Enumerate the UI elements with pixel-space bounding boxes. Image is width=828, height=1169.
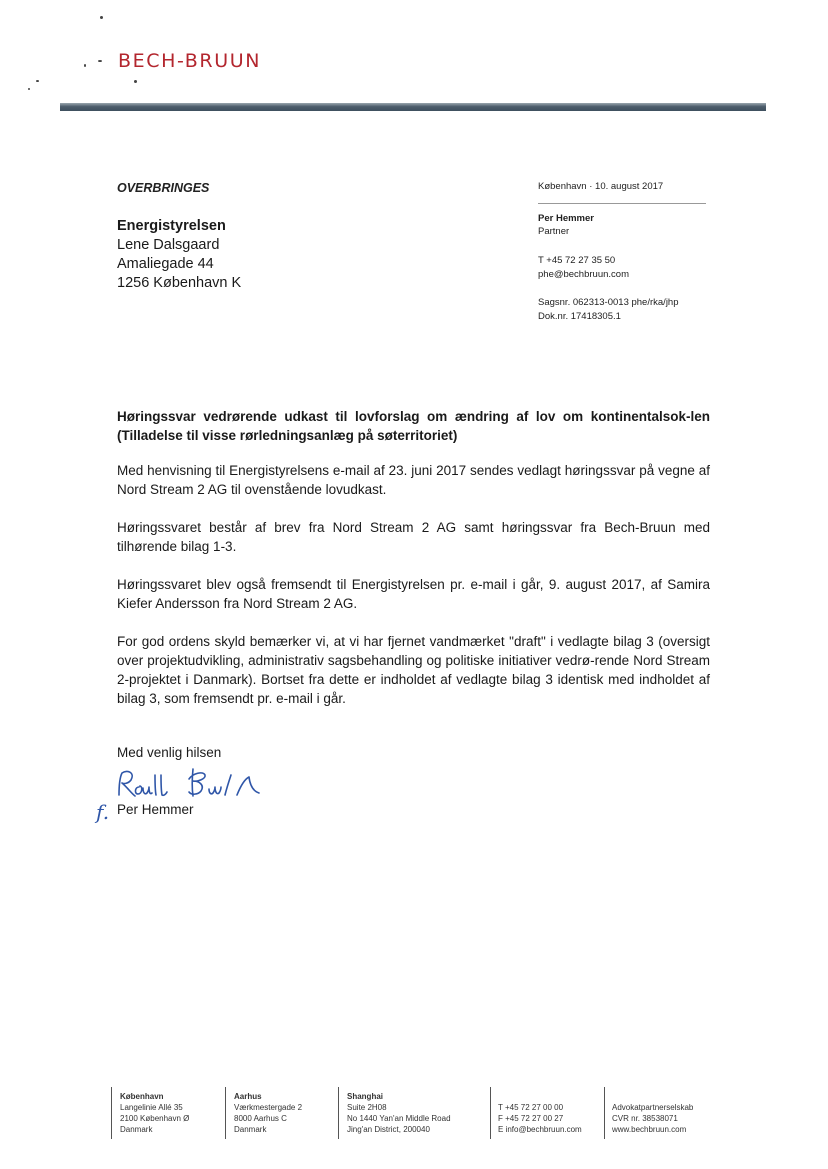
office-line: Danmark [120, 1125, 153, 1134]
footer-email[interactable]: E info@bechbruun.com [498, 1125, 582, 1134]
header-rule [60, 103, 766, 111]
document-number: Dok.nr. 17418305.1 [538, 311, 621, 322]
office-city: Shanghai [347, 1092, 384, 1101]
scan-speck [36, 80, 39, 82]
office-line: Jing'an District, 200040 [347, 1125, 430, 1134]
letter-subject: Høringssvar vedrørende udkast til lovforslag om ændring af lov om kontinentalsok-len (Tilladelse til visse rørledningsanlæg på søterritoriet) [117, 409, 710, 443]
footer-company [612, 1102, 693, 1135]
footer-divider [225, 1087, 226, 1139]
scan-speck [98, 60, 102, 62]
author-email[interactable]: phe@bechbruun.com [538, 269, 629, 280]
signer-name: Per Hemmer [117, 802, 194, 817]
scan-speck [84, 64, 86, 67]
company-cvr: CVR nr. 38538071 [612, 1114, 678, 1123]
office-line: 8000 Aarhus C [234, 1114, 287, 1123]
recipient-name: Lene Dalsgaard [117, 237, 220, 253]
letter-body [117, 461, 710, 727]
footer-divider [111, 1087, 112, 1139]
footer-contact [498, 1102, 582, 1135]
closing-phrase: Med venlig hilsen [117, 745, 222, 760]
recipient-organisation: Energistyrelsen [117, 218, 226, 234]
reference-numbers [538, 296, 679, 324]
company-type: Advokatpartnerselskab [612, 1103, 694, 1112]
company-website[interactable]: www.bechbruun.com [612, 1125, 687, 1134]
company-logo: BECH-BRUUN [118, 50, 262, 72]
handwritten-signature [113, 765, 273, 805]
footer-divider [490, 1087, 491, 1139]
delivery-method: OVERBRINGES [117, 181, 210, 195]
body-paragraph: Høringssvaret blev også fremsendt til Energistyrelsen pr. e-mail i går, 9. august 2017, af Samira Kiefer Andersson fra Nord Stream 2 AG. [117, 577, 710, 611]
footer-divider [338, 1087, 339, 1139]
office-shanghai [347, 1091, 451, 1135]
office-line: Suite 2H08 [347, 1103, 387, 1112]
office-city: København [120, 1092, 164, 1101]
body-paragraph: Høringssvaret består af brev fra Nord Stream 2 AG samt høringssvar fra Bech-Bruun med tilhørende bilag 1-3. [117, 520, 710, 554]
footer-fax: F +45 72 27 00 27 [498, 1114, 564, 1123]
office-line: Danmark [234, 1125, 267, 1134]
author-name: Per Hemmer [538, 213, 594, 224]
meta-divider [538, 203, 706, 204]
office-line: Langelinie Allé 35 [120, 1103, 183, 1112]
scan-speck [134, 80, 137, 83]
author-block [538, 212, 594, 238]
recipient-street: Amaliegade 44 [117, 256, 214, 272]
place-date: København · 10. august 2017 [538, 181, 664, 192]
office-copenhagen [120, 1091, 189, 1135]
author-title: Partner [538, 226, 570, 237]
office-city: Aarhus [234, 1092, 262, 1101]
body-paragraph: Med henvisning til Energistyrelsens e-mail af 23. juni 2017 sendes vedlagt høringssvar på vegne af Nord Stream 2 AG til ovenstående lovudkast. [117, 463, 710, 497]
case-number: Sagsnr. 062313-0013 phe/rka/jhp [538, 297, 679, 308]
author-contact [538, 254, 629, 282]
office-line: Værkmestergade 2 [234, 1103, 303, 1112]
proxy-mark: f. [96, 800, 110, 824]
recipient-address [117, 217, 241, 293]
scan-speck [28, 88, 30, 90]
office-aarhus [234, 1091, 302, 1135]
author-phone: T +45 72 27 35 50 [538, 255, 616, 266]
recipient-city: 1256 København K [117, 275, 242, 291]
footer-divider [604, 1087, 605, 1139]
footer-phone: T +45 72 27 00 00 [498, 1103, 564, 1112]
office-line: 2100 København Ø [120, 1114, 190, 1123]
body-paragraph: For god ordens skyld bemærker vi, at vi har fjernet vandmærket "draft" i vedlagte bilag 3 (oversigt over projektudvikling, administrativ sagsbehandling og politiske initiativer vedrø-rende Nord Stream 2-projektet i Danmark). Bortset fra dette er indholdet af vedlagte bilag 3 identisk med indholdet af bilag 3, som fremsendt pr. e-mail i går. [117, 634, 710, 706]
scan-speck [100, 16, 103, 19]
office-line: No 1440 Yan'an Middle Road [347, 1114, 451, 1123]
